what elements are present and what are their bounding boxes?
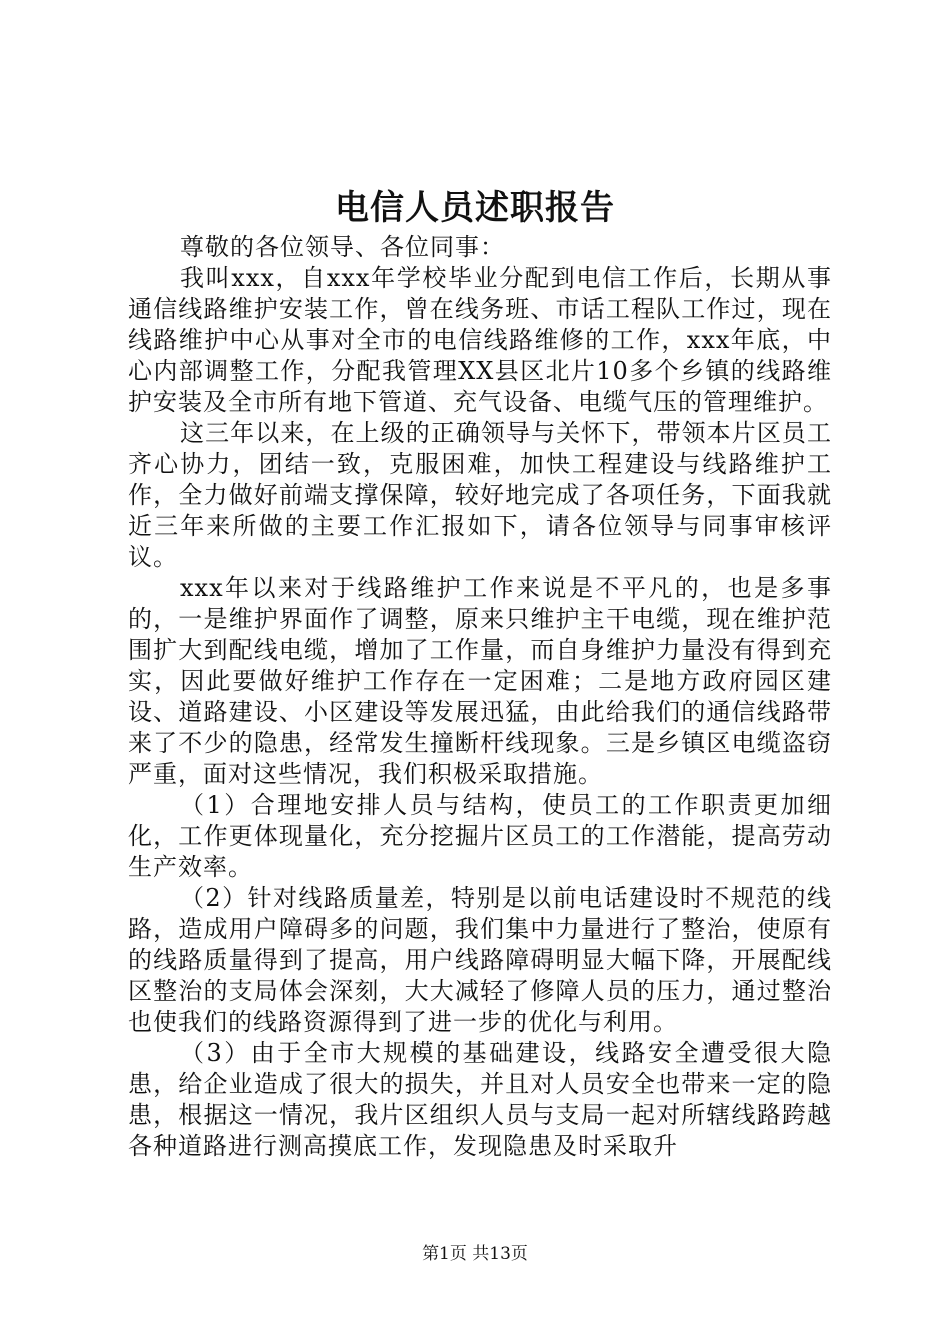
body-paragraph: （2）针对线路质量差，特别是以前电话建设时不规范的线路，造成用户障碍多的问题，我们集中力量进行了整治，使原有的线路质量得到了提高，用户线路障碍明显大幅下降，开展配线区整治的支局体会深刻，大大减轻了修障人员的压力，通过整治也使我们的线路资源得到了进一步的优化与利用。 [128,884,832,1036]
salutation-paragraph: 尊敬的各位领导、各位同事： [180,233,505,261]
body-paragraph: （1）合理地安排人员与结构，使员工的工作职责更加细化，工作更体现量化，充分挖掘片区员工的工作潜能，提高劳动生产效率。 [128,791,832,881]
body-paragraph: 我叫xxx，自xxx年学校毕业分配到电信工作后，长期从事通信线路维护安装工作，曾在线务班、市话工程队工作过，现在线路维护中心从事对全市的电信线路维修的工作，xxx年底，中心内部调整工作，分配我管理XX县区北片10多个乡镇的线路维护安装及全市所有地下管道、充气设备、电缆气压的管理维护。 [128,264,832,416]
page-number-footer: 第1页 共13页 [422,1244,528,1264]
body-paragraph: （3）由于全市大规模的基础建设，线路安全遭受很大隐患，给企业造成了很大的损失，并且对人员安全也带来一定的隐患，根据这一情况，我片区组织人员与支局一起对所辖线路跨越各种道路进行测高摸底工作，发现隐患及时采取升 [128,1039,832,1160]
body-paragraph: xxx年以来对于线路维护工作来说是不平凡的，也是多事的，一是维护界面作了调整，原来只维护主干电缆，现在维护范围扩大到配线电缆，增加了工作量，而自身维护力量没有得到充实，因此要做好维护工作存在一定困难；二是地方政府园区建设、道路建设、小区建设等发展迅猛，由此给我们的通信线路带来了不少的隐患，经常发生撞断杆线现象。三是乡镇区电缆盗窃严重，面对这些情况，我们积极采取措施。 [128,574,832,788]
document-body [128,232,832,1162]
body-paragraph: 这三年以来，在上级的正确领导与关怀下，带领本片区员工齐心协力，团结一致，克服困难，加快工程建设与线路维护工作，全力做好前端支撑保障，较好地完成了各项任务，下面我就近三年来所做的主要工作汇报如下，请各位领导与同事审核评议。 [128,419,832,571]
document-title: 电信人员述职报告 [335,188,615,228]
